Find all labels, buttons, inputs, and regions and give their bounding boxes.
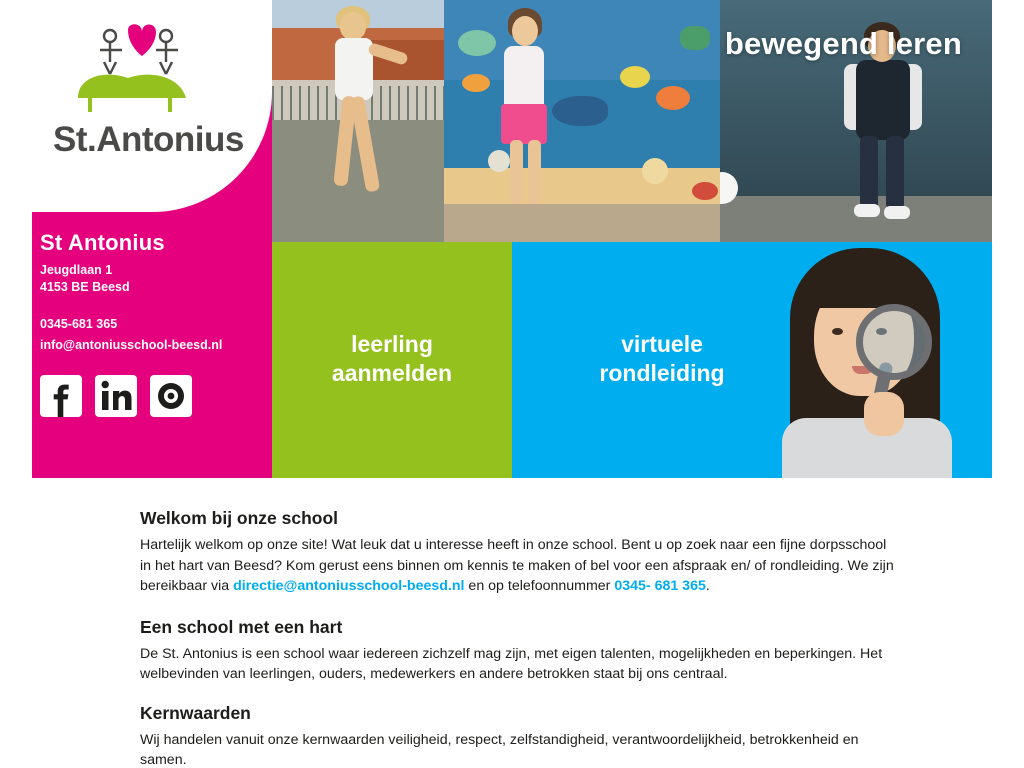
logo-panel	[32, 0, 272, 212]
hero-section	[32, 0, 992, 478]
brand-info	[40, 230, 272, 356]
cta-blue-line-1: virtuele	[621, 331, 703, 357]
social-schools-icon[interactable]	[150, 375, 192, 417]
logo-wordmark: St.Antonius	[53, 120, 244, 159]
welcome-text-c: .	[705, 578, 710, 594]
facebook-icon[interactable]	[40, 375, 82, 417]
cta-green-line-2: aanmelden	[331, 360, 453, 386]
brand-name: St Antonius	[40, 230, 165, 255]
logo-mark-icon	[70, 20, 200, 115]
welcome-heading: Welkom bij onze school	[140, 508, 339, 528]
magnifier-girl-photo	[752, 242, 992, 478]
brand-email-link[interactable]: info@antoniusschool-beesd.nl	[40, 338, 223, 352]
school-logo[interactable]	[50, 20, 260, 160]
cta-virtuele-rondleiding[interactable]	[512, 242, 992, 478]
brand-phone-link[interactable]: 0345-681 365	[40, 317, 118, 331]
brand-address-line-2: 4153 BE Beesd	[40, 280, 130, 294]
hero-photo-strip	[272, 0, 992, 242]
hero-title: bewegend leren	[724, 26, 962, 61]
cta-blue-line-2: rondleiding	[599, 360, 725, 386]
directie-email-link[interactable]: directie@antoniusschool-beesd.nl	[233, 578, 465, 594]
main-content	[140, 508, 900, 768]
welcome-paragraph	[140, 535, 900, 597]
cta-leerling-aanmelden[interactable]	[272, 242, 512, 478]
social-links	[40, 375, 192, 417]
school-met-hart-paragraph: De St. Antonius is een school waar iedereen zichzelf mag zijn, met eigen talenten, mogelijkheden en beperkingen. Het welbevinden van leerlingen, ouders, medewerkers en andere betrokken staat bij ons centraal.	[140, 645, 883, 682]
brand-sidebar	[32, 0, 272, 478]
kernwaarden-paragraph: Wij handelen vanuit onze kernwaarden veiligheid, respect, zelfstandigheid, verantwoordelijkheid, betrokkenheid en samen.	[140, 731, 859, 768]
content-phone-link[interactable]: 0345- 681 365	[614, 578, 706, 594]
brand-address-line-1: Jeugdlaan 1	[40, 263, 113, 277]
photo-playground	[272, 0, 444, 242]
cta-green-line-1: leerling	[351, 331, 433, 357]
photo-sea-mural	[444, 0, 720, 242]
kernwaarden-heading: Kernwaarden	[140, 702, 251, 723]
school-met-hart-heading: Een school met een hart	[140, 616, 343, 637]
welcome-text-b: en op telefoonnummer	[464, 578, 615, 594]
linkedin-icon[interactable]	[95, 375, 137, 417]
welcome-text-a: Hartelijk welkom op onze site! Wat leuk dat u interesse heeft in onze school. Bent u op zoek naar een fijne dorpsschool in het hart van Beesd? Kom gerust eens binnen om kennis te maken of bel voor een afspraak en/ of rondleiding. We zijn bereikbaar via	[140, 537, 894, 594]
